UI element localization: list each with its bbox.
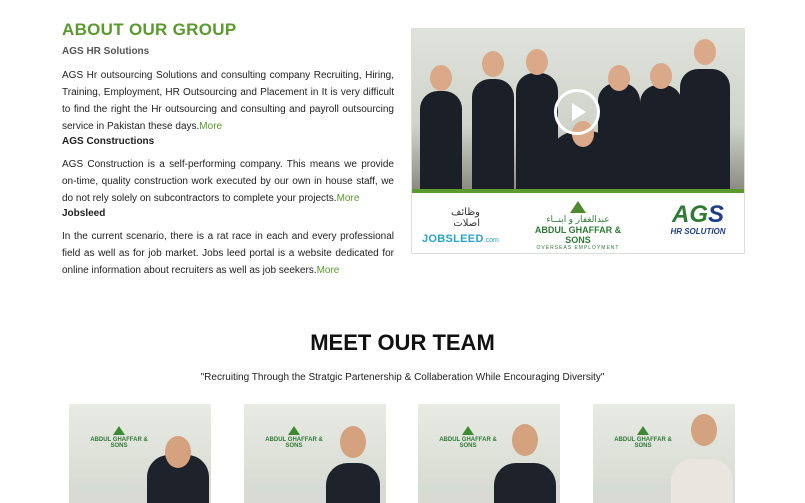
ags-logo-text: AG	[671, 201, 708, 228]
constructions-paragraph-text: AGS Construction is a self-performing company. This means we provide on-time, quality construction work executed by our own in house staff, we do not rely solely on subcontractors to complete your projects.	[62, 159, 394, 204]
ags-hr-logo	[658, 203, 738, 249]
about-title: ABOUT OUR GROUP	[62, 20, 237, 39]
person-head	[526, 49, 548, 75]
card-logo-text: ABDUL GHAFFAR & SONS	[90, 437, 148, 449]
card-logo-text: ABDUL GHAFFAR & SONS	[439, 437, 497, 449]
person	[472, 79, 514, 191]
jobsleed-suffix: .com	[483, 237, 499, 244]
jobsleed-paragraph	[62, 228, 394, 279]
card-logo-text: ABDUL GHAFFAR & SONS	[614, 437, 672, 449]
abdul-text: ABDUL GHAFFAR & SONS	[534, 225, 622, 245]
card-logo-icon	[637, 426, 649, 435]
abdul-arabic-text: عبدالغفار و ابنــاء	[546, 214, 610, 224]
member-face	[165, 436, 191, 468]
card-logo	[258, 426, 330, 449]
person	[420, 91, 462, 191]
about-paragraph	[62, 67, 394, 135]
abdul-sub-text: OVERSEAS EMPLOYMENT	[536, 245, 620, 251]
card-logo	[607, 426, 679, 449]
team-quote: "Recruiting Through the Stratgic Partenership & Collaberation While Encouraging Diversity"	[200, 372, 605, 383]
person-head	[694, 39, 716, 65]
person-head	[608, 65, 630, 91]
person-head	[430, 65, 452, 91]
person	[598, 83, 640, 191]
member-face	[691, 414, 717, 446]
partner-logos	[412, 193, 744, 253]
more-link[interactable]: More	[316, 265, 340, 276]
group-photo	[412, 29, 744, 191]
ags-logo-text-s: S	[707, 201, 724, 228]
person-head	[650, 63, 672, 89]
card-logo	[83, 426, 155, 449]
member-body	[494, 463, 556, 503]
more-link[interactable]: More	[336, 193, 360, 204]
card-logo-text: ABDUL GHAFFAR & SONS	[265, 437, 323, 449]
person	[640, 85, 682, 191]
card-logo-icon	[288, 426, 300, 435]
ags-sub-text: HR SOLUTION	[670, 227, 726, 236]
about-section	[62, 20, 394, 279]
card-logo-icon	[113, 426, 125, 435]
jobsleed-paragraph-text: In the current scenario, there is a rat race in each and every professional field as well as for job market. Jobs leed portal is a website dedicated for online information about recruiters as well as job seekers.	[62, 231, 394, 276]
team-member-card[interactable]	[244, 404, 386, 503]
member-body	[671, 459, 733, 503]
jobsleed-text: JOBSLEED	[422, 233, 484, 245]
constructions-paragraph	[62, 156, 394, 207]
more-link[interactable]: More	[199, 121, 223, 132]
team-member-card[interactable]	[593, 404, 735, 503]
section-heading-jobsleed: Jobsleed	[62, 208, 106, 219]
abdul-ghaffar-logo	[524, 201, 632, 249]
team-member-card[interactable]	[69, 404, 211, 503]
play-icon[interactable]	[554, 89, 600, 135]
member-body	[326, 463, 380, 503]
team-member-card[interactable]	[418, 404, 560, 503]
about-subtitle: AGS HR Solutions	[62, 46, 150, 57]
jobsleed-arabic-text: وظائف اصلات	[451, 207, 480, 229]
abdul-ghaffar-mark-icon	[570, 201, 586, 213]
member-face	[340, 426, 366, 458]
person-head	[482, 51, 504, 77]
about-paragraph-text: AGS Hr outsourcing Solutions and consulting company Recruiting, Hiring, Training, Employment, HR Outsourcing and Placement in It is very difficult to find the right the Hr outsourcing and consulting and payroll outsourcing service in Pakistan these days.	[62, 70, 394, 132]
member-face	[512, 424, 538, 456]
group-video[interactable]	[411, 28, 745, 254]
jobsleed-logo	[422, 207, 514, 245]
card-logo-icon	[462, 426, 474, 435]
person	[680, 69, 730, 191]
team-title: MEET OUR TEAM	[310, 330, 495, 355]
card-logo	[432, 426, 504, 449]
section-heading-constructions: AGS Constructions	[62, 136, 155, 147]
